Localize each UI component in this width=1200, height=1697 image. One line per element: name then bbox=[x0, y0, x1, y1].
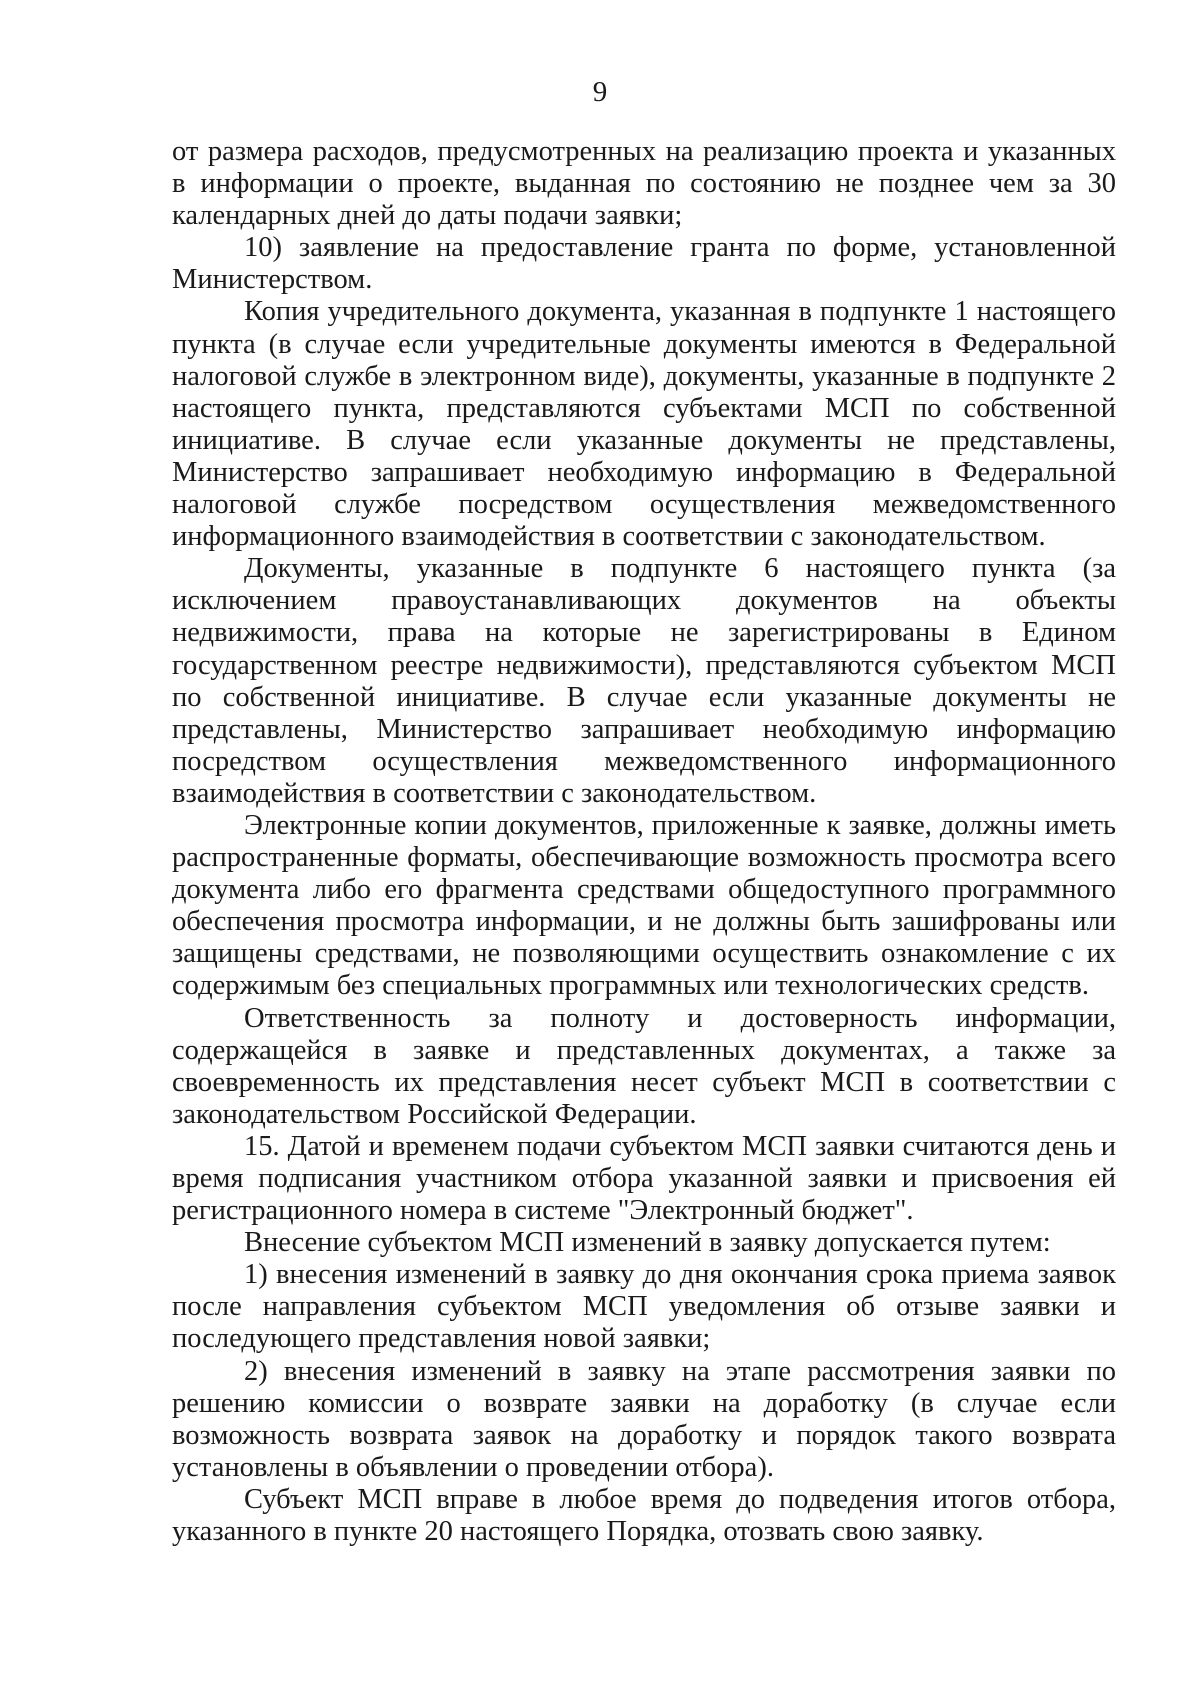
paragraph-change-option-2: 2) внесения изменений в заявку на этапе рассмотрения заявки по решению комиссии о возврате заявки на доработку (в случае если возможность возврата заявок на доработку и порядок такого возврата установлены в объявлении о проведении отбора). bbox=[172, 1355, 1116, 1483]
paragraph-subitem-6-documents: Документы, указанные в подпункте 6 настоящего пункта (за исключением правоустанавливающих документов на объекты недвижимости, права на которые не зарегистрированы в Едином государственном реестре недвижимости), представляются субъектом МСП по собственной инициативе. В случае если указанные документы не представлены, Министерство запрашивает необходимую информацию посредством осуществления межведомственного информационного взаимодействия в соответствии с законодательством. bbox=[172, 553, 1116, 809]
paragraph-responsibility: Ответственность за полноту и достоверность информации, содержащейся в заявке и представленных документах, а также за своевременность их представления несет субъект МСП в соответствии с законодательством Российской Федерации. bbox=[172, 1002, 1116, 1130]
document-body bbox=[172, 136, 1116, 1548]
page-number: 9 bbox=[592, 76, 608, 108]
paragraph-changes-intro: Внесение субъектом МСП изменений в заявку допускается путем: bbox=[244, 1227, 1051, 1259]
paragraph-change-option-1: 1) внесения изменений в заявку до дня окончания срока приема заявок после направления субъектом МСП уведомления об отзыве заявки и последующего представления новой заявки; bbox=[172, 1259, 1116, 1355]
paragraph-item-10: 10) заявление на предоставление гранта по форме, установленной Министерством. bbox=[172, 232, 1116, 296]
paragraph-founding-document-copy: Копия учредительного документа, указанная в подпункте 1 настоящего пункта (в случае если учредительные документы имеются в Федеральной налоговой службе в электронном виде), документы, указанные в подпункте 2 настоящего пункта, представляются субъектами МСП по собственной инициативе. В случае если указанные документы не представлены, Министерство запрашивает необходимую информацию в Федеральной налоговой службе посредством осуществления межведомственного информационного взаимодействия в соответствии с законодательством. bbox=[172, 296, 1116, 553]
paragraph-continuation: от размера расходов, предусмотренных на реализацию проекта и указанных в информации о проекте, выданная по состоянию не позднее чем за 30 календарных дней до даты подачи заявки; bbox=[172, 136, 1116, 232]
paragraph-withdrawal: Субъект МСП вправе в любое время до подведения итогов отбора, указанного в пункте 20 настоящего Порядка, отозвать свою заявку. bbox=[172, 1483, 1116, 1548]
paragraph-electronic-copies: Электронные копии документов, приложенные к заявке, должны иметь распространенные форматы, обеспечивающие возможность просмотра всего документа либо его фрагмента средствами общедоступного программного обеспечения просмотра информации, и не должны быть зашифрованы или защищены средствами, не позволяющими осуществить ознакомление с их содержимым без специальных программных или технологических средств. bbox=[172, 809, 1116, 1002]
paragraph-clause-15: 15. Датой и временем подачи субъектом МСП заявки считаются день и время подписания участником отбора указанной заявки и присвоения ей регистрационного номера в системе "Электронный бюджет". bbox=[172, 1130, 1116, 1227]
